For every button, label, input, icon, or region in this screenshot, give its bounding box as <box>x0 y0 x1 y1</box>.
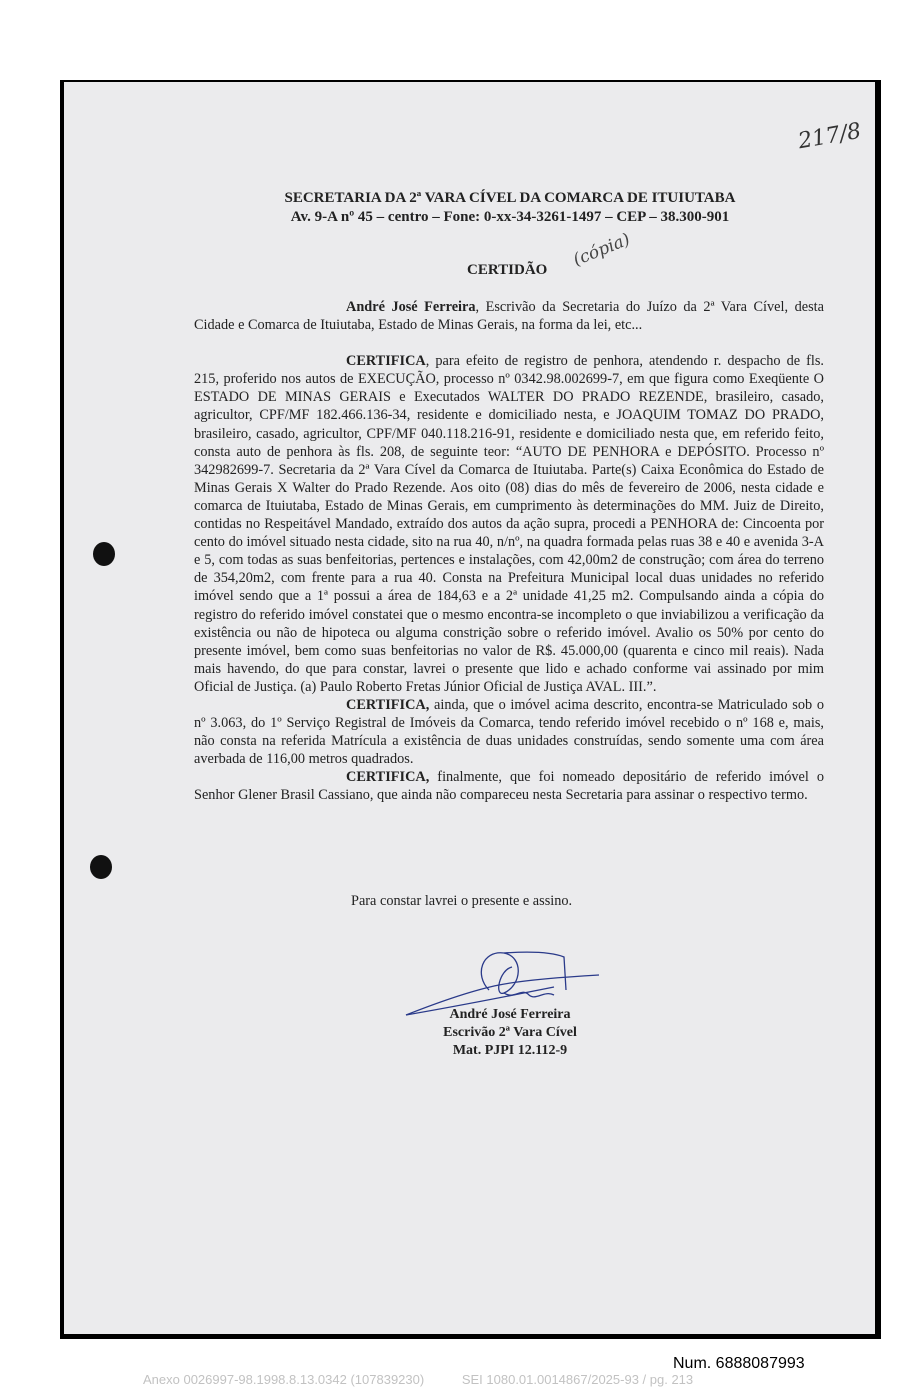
document-body <box>194 298 824 805</box>
signer-registration: Mat. PJPI 12.112-9 <box>452 1043 568 1058</box>
punch-hole <box>93 542 115 566</box>
clerk-name: André José Ferreira <box>346 299 476 315</box>
handwritten-note: (cópia) <box>570 229 634 271</box>
signature-block <box>420 1006 600 1060</box>
handwritten-page-number: 217/8 <box>796 118 864 155</box>
closing-line: Para constar lavrei o presente e assino. <box>351 893 573 909</box>
document-title: CERTIDÃO <box>467 262 548 278</box>
sei-reference: SEI 1080.01.0014867/2025-93 / pg. 213 <box>461 1372 694 1387</box>
document-number: Num. 6888087993 <box>673 1355 805 1372</box>
certifica-keyword: CERTIFICA, <box>346 769 430 786</box>
header-line-1: SECRETARIA DA 2ª VARA CÍVEL DA COMARCA DE ITUIUTABA <box>284 190 736 206</box>
paragraph-text: ainda, que o imóvel acima descrito, encontra-se Matriculado sob o nº 3.063, do 1º Serviço Registral de Imóveis da Comarca, tendo referido imóvel recebido o nº 168 e, mais, não consta na referida Matrícula a existência de duas unidades construídas, sendo somente uma com área averbada de 116,00 metros quadrados. <box>194 696 824 768</box>
paragraph-text: finalmente, que foi nomeado depositário de referido imóvel o Senhor Glener Brasil Cassiano, que ainda não compareceu nesta Secretaria para assinar o respectivo termo. <box>194 769 824 804</box>
punch-hole <box>90 855 112 879</box>
paragraph-certifica-3 <box>194 768 824 804</box>
annex-reference: Anexo 0026997-98.1998.8.13.0342 (107839230) <box>143 1372 425 1387</box>
paragraph-certifica-2 <box>194 696 824 768</box>
header-line-2: Av. 9-A nº 45 – centro – Fone: 0-xx-34-3261-1497 – CEP – 38.300-901 <box>290 209 730 225</box>
signer-name: André José Ferreira <box>449 1007 571 1022</box>
certifica-keyword: CERTIFICA, <box>346 696 430 713</box>
paragraph-text: , Escrivão da Secretaria do Juízo da 2ª Vara Cível, desta Cidade e Comarca de Ituiutaba, Estado de Minas Gerais, na forma da lei, etc... <box>194 299 824 334</box>
paragraph-certifica-1 <box>194 352 824 696</box>
document-header <box>160 189 860 227</box>
signer-role: Escrivão 2ª Vara Cível <box>443 1025 577 1040</box>
paragraph-text: , para efeito de registro de penhora, atendendo r. despacho de fls. 215, proferido nos autos de EXECUÇÃO, processo nº 0342.98.002699-7, em que figura como Exeqüente O ESTADO DE MINAS GERAIS e Executados WALTER DO PRADO REZENDE, brasileiro, casado, agricultor, CPF/MF 182.466.136-34, residente e domiciliado nesta, e JOAQUIM TOMAZ DO PRADO, brasileiro, casado, agricultor, CPF/MF 040.118.216-91, residente e domiciliado nesta que, em referido feito, consta auto de penhora às fls. 208, de seguinte teor: “AUTO DE PENHORA e DEPÓSITO. Processo nº 342982699-7. Secretaria da 2ª Vara Cível da Comarca de Ituiutaba. Parte(s) Caixa Econômica do Estado de Minas Gerais X Walter do Prado Rezende. Aos oito (08) dias do mês de fevereiro de 2006, nesta cidade e comarca de Ituiutaba, Estado de Minas Gerais, em cumprimento às determinações do MM. Juiz de Direito, contidas no Respeitável Mandado, extraído dos autos da ação supra, procedi a PENHORA de: Cincoenta por cento do imóvel situado nesta cidade, sito na rua 40, n/nº, na quadra formada pelas ruas 38 e 40 e avenida 3-A e 5, com todas as suas benfeitorias, pertences e instalações, com 42,00m2 de construção; com área do terreno de 354,20m2, com frente para a rua 40. Consta na Prefeitura Municipal local duas unidades no referido imóvel sendo que a 1ª possui a área de 184,63 e a 2ª unidade 41,25 m2. Compulsando ainda a cópia do registro do referido imóvel constatei que o mesmo encontra-se incompleto o que inviabilizou a verificação da existência ou não de hipoteca ou alguma constrição sobre o referido imóvel. Avalio os 50% por cento do presente imóvel, bem como suas benfeitorias no valor de R$. 45.000,00 (quarenta e cinco mil reais). Nada mais havendo, do que para constar, lavrei o presente que lido e achado conforme vai assinado por mim Oficial de Justiça. (a) Paulo Roberto Fretas Júnior Oficial de Justiça AVAL. III.”. <box>194 353 824 695</box>
certifica-keyword: CERTIFICA <box>346 353 426 370</box>
paragraph-intro <box>194 298 824 334</box>
annex-footer <box>143 1372 783 1387</box>
